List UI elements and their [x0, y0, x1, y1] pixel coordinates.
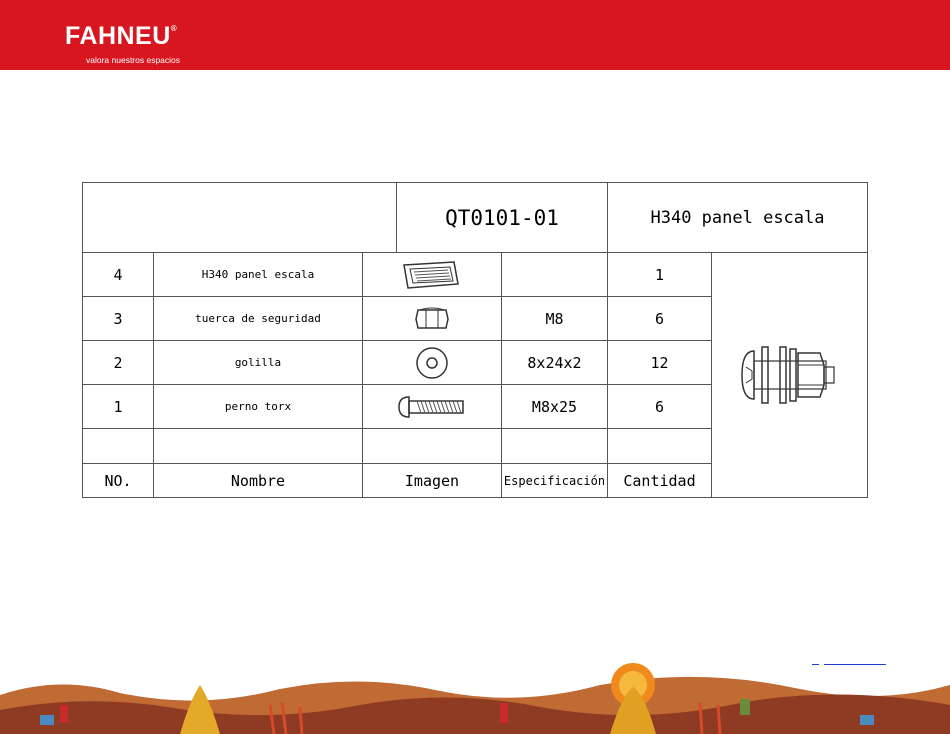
- row-cantidad: 1: [607, 252, 712, 297]
- empty-cell: [153, 428, 363, 464]
- row-especificacion: M8: [501, 296, 608, 341]
- row-imagen: [362, 252, 502, 297]
- row-imagen: [362, 340, 502, 385]
- row-cantidad: 6: [607, 384, 712, 429]
- row-cantidad: 6: [607, 296, 712, 341]
- row-especificacion: 8x24x2: [501, 340, 608, 385]
- row-no: 2: [82, 340, 154, 385]
- lock-nut-icon: [412, 306, 452, 332]
- parts-table: [82, 182, 868, 498]
- brand-tagline: valora nuestros espacios: [86, 55, 181, 65]
- washer-icon: [414, 345, 450, 381]
- title-blank-cell: [82, 182, 397, 253]
- decorative-footer-illustration: [0, 655, 950, 734]
- row-nombre: perno torx: [153, 384, 363, 429]
- row-nombre: golilla: [153, 340, 363, 385]
- row-especificacion: M8x25: [501, 384, 608, 429]
- row-no: 3: [82, 296, 154, 341]
- bolt-assembly-icon: [740, 343, 840, 407]
- header-cantidad: Cantidad: [607, 463, 712, 498]
- brand-header: [0, 0, 950, 70]
- brand-logo: FAHNEU®: [65, 22, 178, 50]
- empty-cell: [607, 428, 712, 464]
- row-no: 1: [82, 384, 154, 429]
- header-especificacion: Especificación: [501, 463, 608, 498]
- header-imagen: Imagen: [362, 463, 502, 498]
- empty-cell: [82, 428, 154, 464]
- row-especificacion: [501, 252, 608, 297]
- header-nombre: Nombre: [153, 463, 363, 498]
- ladder-panel-icon: [402, 260, 462, 290]
- sheet-title: H340 panel escala: [607, 182, 868, 253]
- row-nombre: tuerca de seguridad: [153, 296, 363, 341]
- empty-cell: [362, 428, 502, 464]
- torx-bolt-icon: [397, 395, 467, 419]
- row-cantidad: 12: [607, 340, 712, 385]
- assembly-cell: [711, 252, 868, 498]
- row-no: 4: [82, 252, 154, 297]
- row-imagen: [362, 296, 502, 341]
- row-nombre: H340 panel escala: [153, 252, 363, 297]
- row-imagen: [362, 384, 502, 429]
- empty-cell: [501, 428, 608, 464]
- header-no: NO.: [82, 463, 154, 498]
- sheet-code: QT0101-01: [396, 182, 608, 253]
